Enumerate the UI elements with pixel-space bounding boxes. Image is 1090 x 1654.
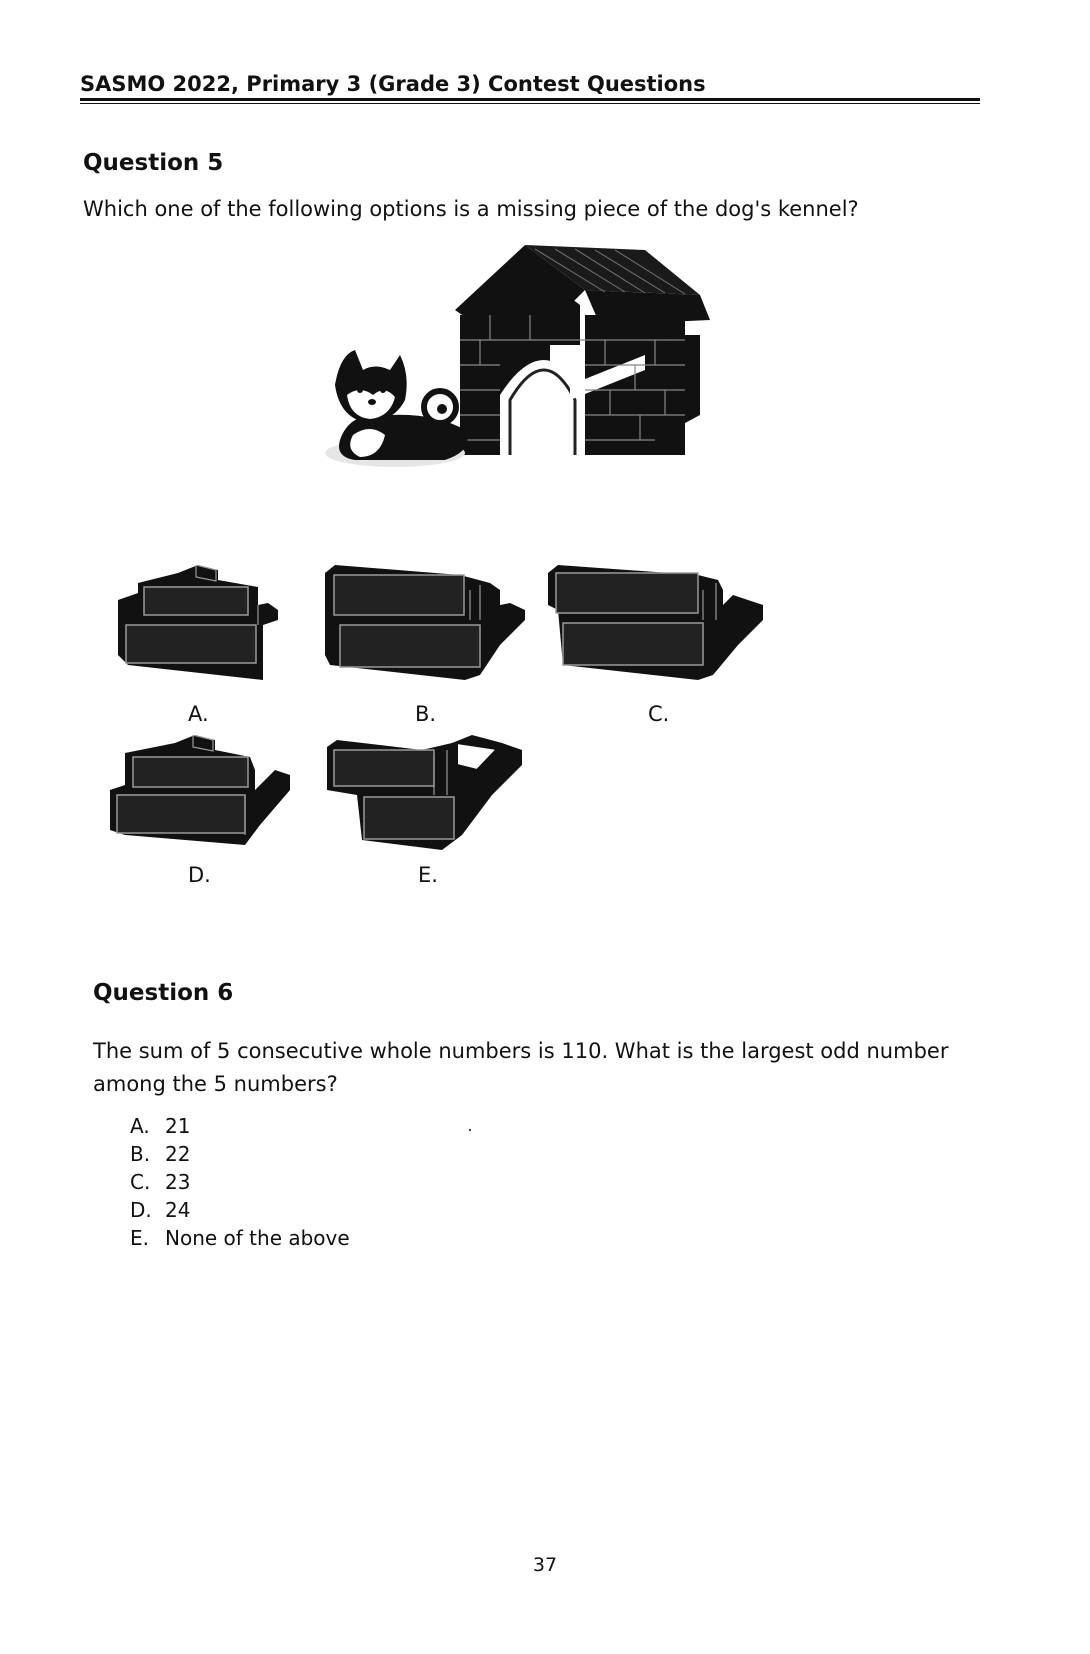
question-6-choices (130, 1112, 350, 1252)
choice-text: None of the above (165, 1226, 350, 1250)
choice-e (130, 1224, 350, 1252)
option-e-illustration (322, 735, 532, 855)
option-e-label: E. (418, 863, 438, 887)
choice-text: 23 (165, 1170, 191, 1194)
question-5-title: Question 5 (83, 150, 224, 176)
option-a-illustration (108, 565, 284, 685)
choice-text: 22 (165, 1142, 191, 1166)
option-d-illustration (105, 735, 295, 855)
kennel-illustration (315, 235, 715, 505)
page-number: 37 (532, 1554, 558, 1576)
choice-a (130, 1112, 350, 1140)
question-5-text: Which one of the following options is a missing piece of the dog's kennel? (83, 197, 859, 221)
option-b-label: B. (415, 702, 437, 726)
option-b-illustration (320, 565, 526, 685)
page-header: SASMO 2022, Primary 3 (Grade 3) Contest Questions (80, 72, 706, 96)
header-rule (80, 98, 980, 104)
choice-text: 21 (165, 1114, 191, 1138)
choice-letter: A. (130, 1114, 150, 1138)
dog (325, 350, 468, 467)
question-6-text-line-1: The sum of 5 consecutive whole numbers is 110. What is the largest odd number (93, 1039, 949, 1063)
scan-speck (469, 1129, 471, 1131)
choice-letter: E. (130, 1226, 149, 1250)
option-c-illustration (548, 565, 766, 685)
choice-d (130, 1196, 350, 1224)
choice-letter: D. (130, 1198, 152, 1222)
kennel (455, 245, 710, 455)
question-6-text-line-2: among the 5 numbers? (93, 1072, 338, 1096)
choice-b (130, 1140, 350, 1168)
choice-c (130, 1168, 350, 1196)
choice-text: 24 (165, 1198, 191, 1222)
option-d-label: D. (188, 863, 211, 887)
choice-letter: B. (130, 1142, 151, 1166)
option-a-label: A. (188, 702, 209, 726)
choice-letter: C. (130, 1170, 151, 1194)
option-c-label: C. (648, 702, 670, 726)
question-6-title: Question 6 (93, 980, 234, 1006)
